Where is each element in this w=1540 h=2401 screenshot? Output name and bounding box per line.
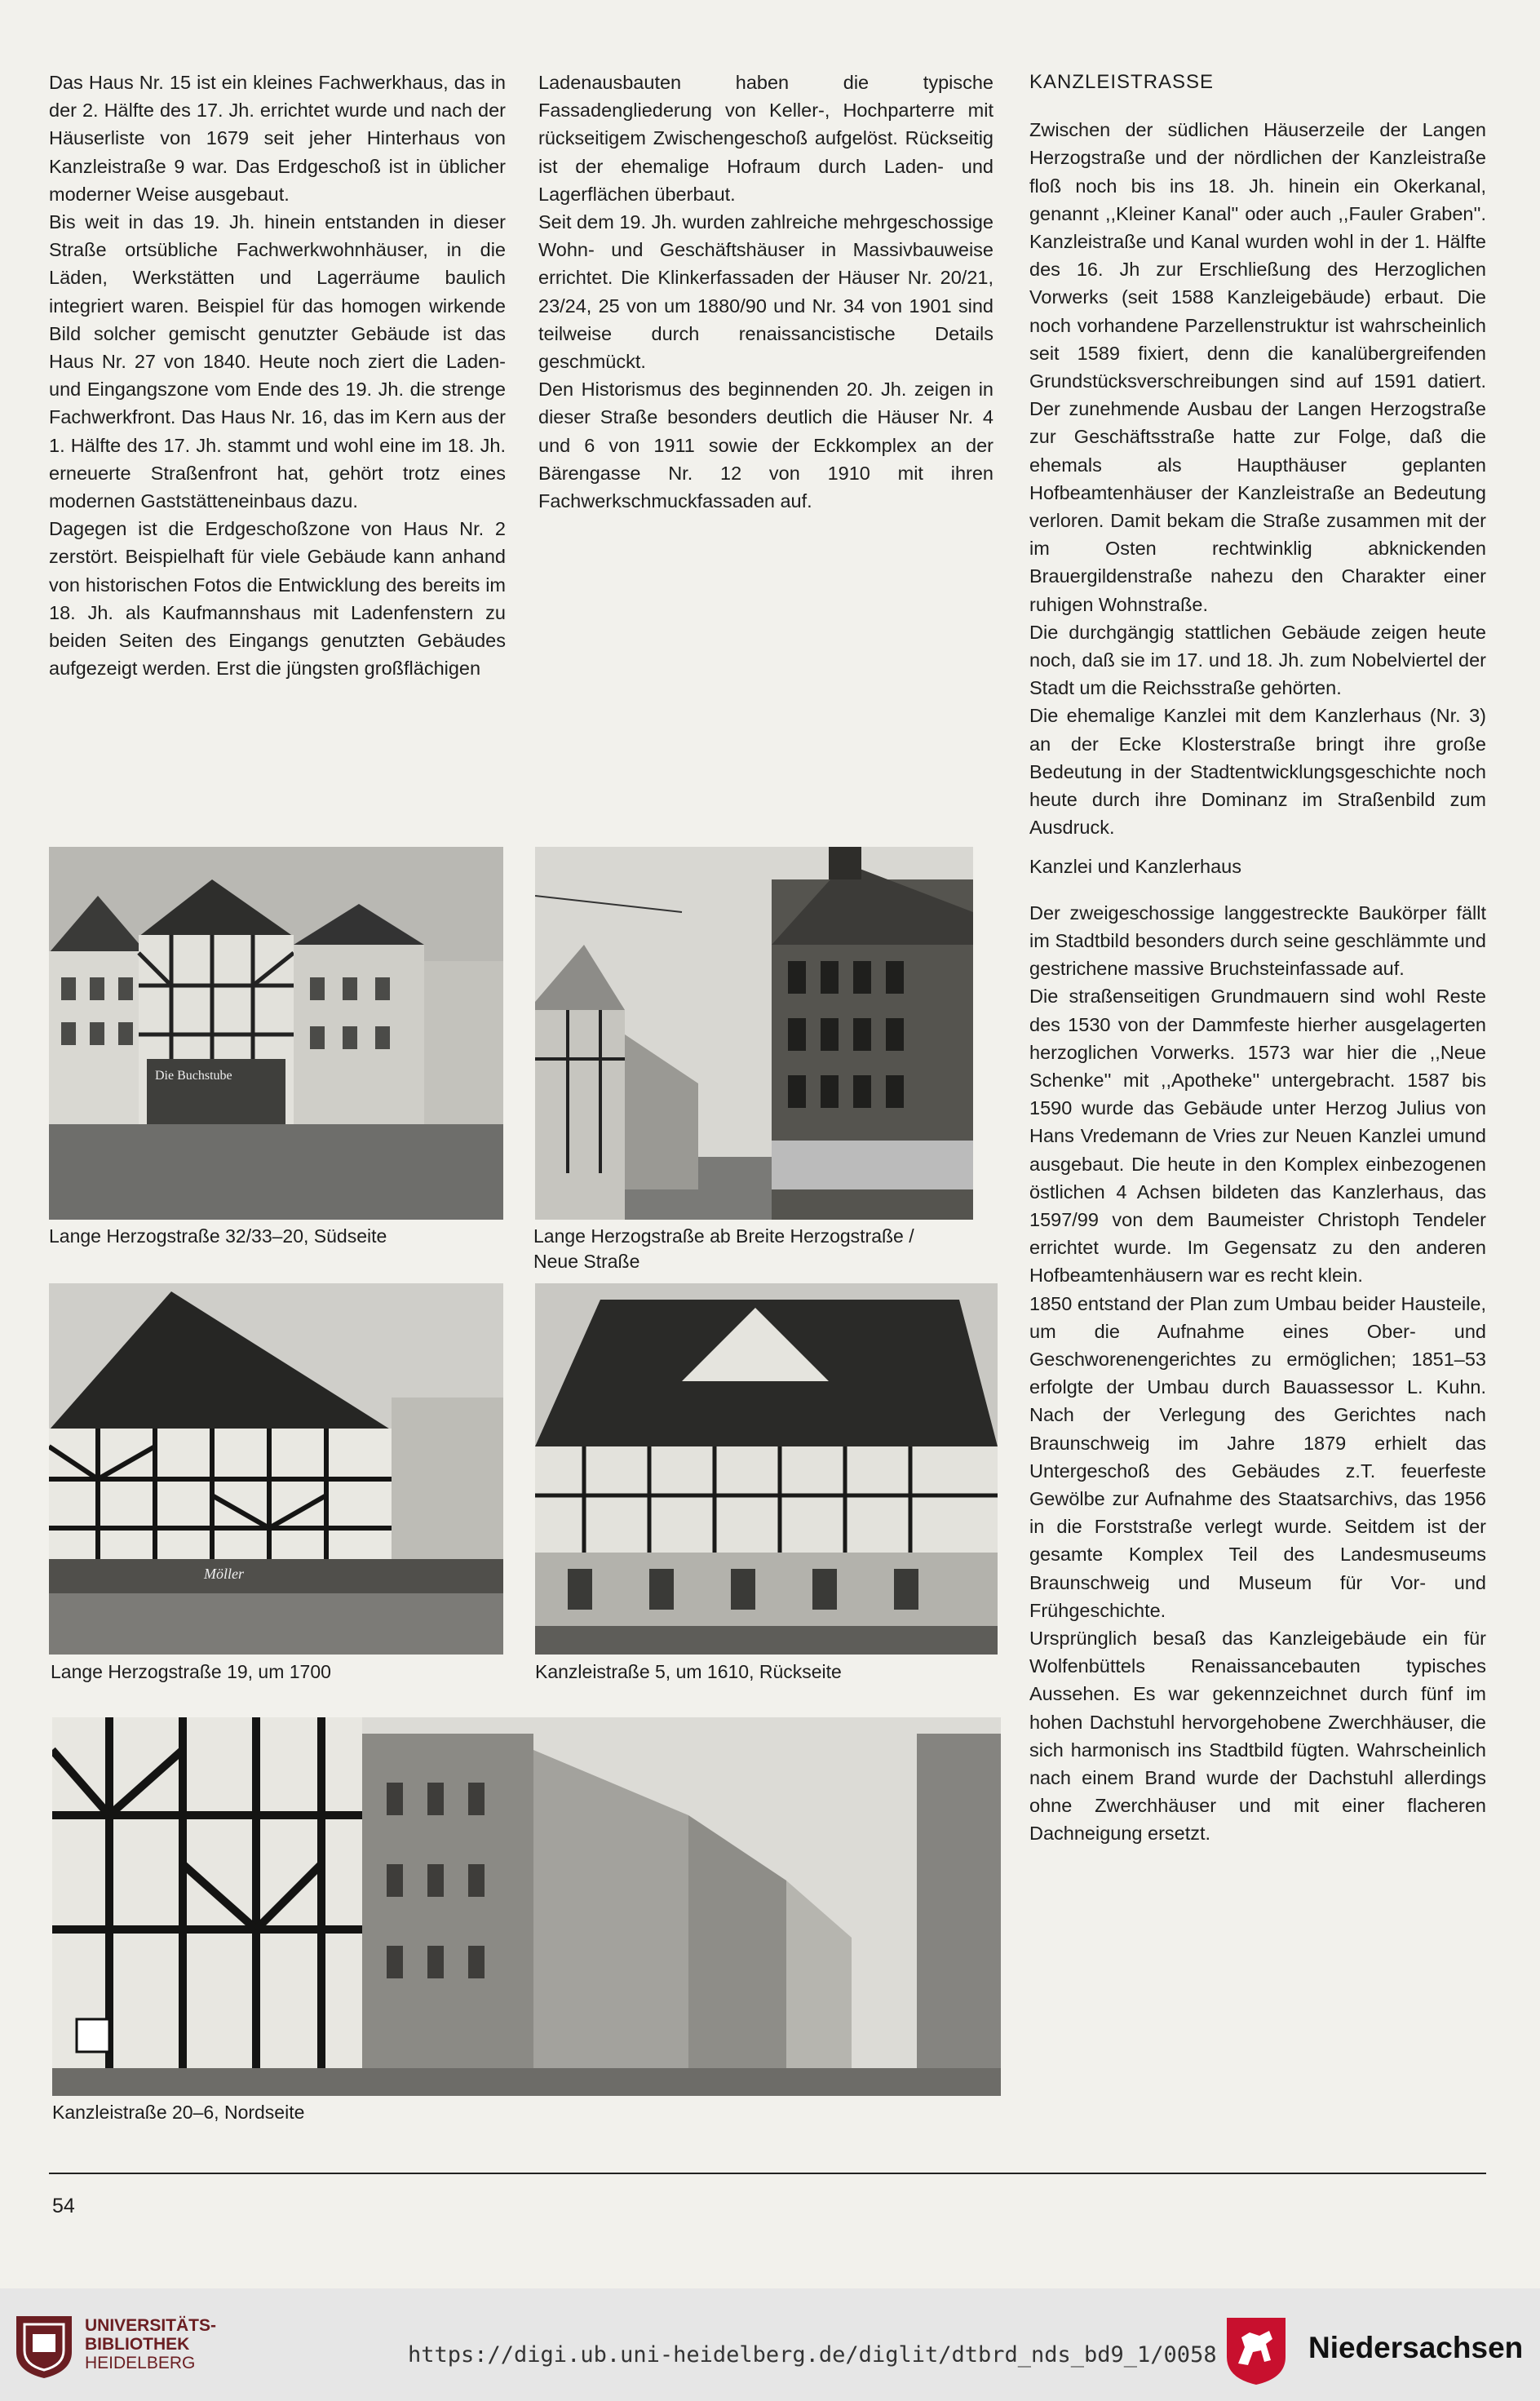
text-column-right [1029,69,1486,1848]
paragraph: Der zweigeschossige langgestreckte Baukörper fällt im Stadtbild besonders durch seine geschlämmte und gestrichene massive Bruchsteinfassade auf. [1029,901,1486,980]
paragraph: Das Haus Nr. 15 ist ein kleines Fachwerkhaus, das in der 2. Hälfte des 17. Jh. errichtet wurde und nach der Häuserliste von 1679 seit jeher Hinterhaus von Kanzleistraße 9 war. Das Erdgeschoß ist in üblicher moderner Weise ausgebaut. [49,72,506,205]
paragraph: Seit dem 19. Jh. wurden zahlreiche mehrgeschossige Wohn- und Geschäftshäuser in Massivbauweise errichtet. Die Klinkerfassaden der Häuser Nr. 20/21, 23/24, 25 von um 1880/90 und Nr. 34 von 1901 sind teilweise durch renaissancistische Details geschmückt. [538,211,993,373]
photo-lange-herzogstrasse-suedseite [49,847,503,1220]
section-heading: KANZLEISTRASSE [1029,71,1215,93]
subheading: Kanzlei und Kanzlerhaus [1029,856,1241,878]
photo-lange-herzogstrasse-19 [49,1283,503,1655]
uni-line: HEIDELBERG [85,2354,196,2372]
page-number: 54 [52,2195,75,2217]
shop-sign: Die Buchstube [155,1069,232,1083]
shop-sign: Möller [204,1566,244,1582]
paragraph: Ursprünglich besaß das Kanzleigebäude ein für Wolfenbüttels Renaissancebauten typisches Aussehen. Es war gekennzeichnet durch fünf im hohen Dachstuhl hervorgehobene Zwerchhäuser, die sich harmonisch ins Stadtbild fügten. Wahrscheinlich nach einem Brand wurde der Dachstuhl allerdings ohne Zwerchhäuser und mit einer flacheren Dachneigung ersetzt. [1029,1627,1486,1845]
photo-kanzleistrasse-nordseite [52,1717,1001,2096]
paragraph: Bis weit in das 19. Jh. hinein entstanden in dieser Straße ortsübliche Fachwerkwohnhäuser, in die Läden, Werkstätten und Lagerräume baulich integriert waren. Beispiel für das homogen wirkende Bild solcher gemischt genutzter Gebäude ist das Haus Nr. 27 von 1840. Heute noch ziert die Laden- und Eingangszone vom Ende des 19. Jh. die strenge Fachwerkfront. Das Haus Nr. 16, das im Kern aus der 1. Hälfte des 17. Jh. stammt und wohl eine im 18. Jh. erneuerte Straßenfront hat, gehört trotz eines modernen Gaststätteneinbaus dazu. [49,211,506,512]
state-name[interactable]: Niedersachsen [1308,2331,1524,2364]
lower-saxony-horse-icon [1224,2315,1289,2386]
uni-line: BIBLIOTHEK [85,2335,190,2354]
paragraph: Zwischen der südlichen Häuserzeile der Langen Herzogstraße und der nördlichen der Kanzleistraße floß noch bis ins 18. Jh. hinein ein Okerkanal, genannt ,,Kleiner Kanal'' oder auch ,,Fauler Graben''. Kanzleistraße und Kanal wurden wohl in der 1. Hälfte des 16. Jh zur Erschließung des Herzoglichen Vorwerks (seit 1588 Kanzleigebäude) erbaut. Die noch vorhandene Parzellenstruktur ist wahrscheinlich seit 1589 fixiert, denn die kanalübergreifenden Grundstücksverschreibungen sind auf 1591 datiert. Der zunehmende Ausbau der Langen Herzogstraße zur Geschäftsstraße hatte zur Folge, daß die ehemals als Haupthäuser geplanten Hofbeamtenhäuser der Kanzleistraße an Bedeutung verloren. Damit bekam die Straße zusammen mit der im Osten rechtwinklig abknickenden Brauergildenstraße nahezu den Charakter einer ruhigen Wohnstraße. [1029,119,1486,615]
university-name[interactable] [85,2316,216,2372]
caption-line: Neue Straße [533,1251,640,1272]
paragraph: 1850 entstand der Plan zum Umbau beider Hausteile, um die Aufnahme eines Ober- und Geschworenengerichtes zu ermöglichen; 1851–53 erfolgte der Umbau durch Bauassessor L. Kuhn. Nach der Verlegung des Gerichtes nach Braunschweig im Jahre 1879 erhielt das Untergeschoß des Gebäudes z.T. feuerfeste Gewölbe zur Aufnahme des Staatsarchivs, das 1956 in die Forststraße verlegt wurde. Seitdem ist der gesamte Komplex Teil des Landesmuseums Braunschweig und Museum für Vor- und Frühgeschichte. [1029,1292,1486,1621]
paragraph: Ladenausbauten haben die typische Fassadengliederung von Keller-, Hochparterre mit rückseitigem Zwischengeschoß aufgelöst. Rückseitig ist der ehemalige Hofraum durch Laden- und Lagerflächen überbaut. [538,72,993,205]
paragraph: Die durchgängig stattlichen Gebäude zeigen heute noch, daß sie im 17. und 18. Jh. zum Nobelviertel der Stadt um die Reichsstraße gehörten. [1029,621,1486,699]
photo-caption: Lange Herzogstraße 32/33–20, Südseite [49,1225,387,1247]
photo-caption: Kanzleistraße 5, um 1610, Rückseite [535,1661,842,1682]
photo-kanzleistrasse-5 [535,1283,998,1655]
photo-caption: Lange Herzogstraße 19, um 1700 [51,1661,331,1682]
footer-rule [49,2173,1486,2174]
photo-lange-herzogstrasse-neue-strasse [535,847,973,1220]
paragraph: Dagegen ist die Erdgeschoßzone von Haus Nr. 2 zerstört. Beispielhaft für viele Gebäude kann anhand von historischen Fotos die Entwicklung des bereits im 18. Jh. als Kaufmannshaus mit Ladenfenstern zu beiden Seiten des Eingangs genutzten Gebäudes aufgezeigt werden. Erst die jüngsten großflächigen [49,518,506,680]
paragraph: Die straßenseitigen Grundmauern sind wohl Reste des 1530 von der Dammfeste hierher ausgelagerten herzoglichen Vorwerks. 1573 war hier die ,,Neue Schenke'' mit ,,Apotheke'' untergebracht. 1587 bis 1590 wurde das Gebäude unter Herzog Julius von Hans Vredemann de Vries zur Neuen Kanzlei umund ausgebaut. Die heute in den Komplex einbezogenen östlichen 4 Achsen bildeten das Kanzlerhaus, das 1597/99 von dem Baumeister Christoph Tendeler errichtet wurde. Im Gegensatz zu den anderen Hofbeamtenhäusern war es recht klein. [1029,986,1486,1287]
university-seal-icon [13,2311,75,2380]
viewer-footer [0,2288,1540,2401]
caption-line: Lange Herzogstraße ab Breite Herzogstraße / [533,1225,914,1247]
text-column-middle [538,69,993,515]
paragraph: Den Historismus des beginnenden 20. Jh. zeigen in dieser Straße besonders deutlich die Häuser Nr. 4 und 6 von 1911 sowie der Eckkomplex an der Bärengasse Nr. 12 von 1910 mit ihren Fachwerkschmuckfassaden auf. [538,379,993,512]
paragraph: Die ehemalige Kanzlei mit dem Kanzlerhaus (Nr. 3) an der Ecke Klosterstraße bringt ihre große Bedeutung in der Stadtentwicklungsgeschichte noch heute durch ihre Dominanz im Straßenbild zum Ausdruck. [1029,705,1486,839]
photo-caption [533,1224,914,1274]
uni-line: UNIVERSITÄTS- [85,2316,217,2335]
permalink-url[interactable]: https://digi.ub.uni-heidelberg.de/diglit/dtbrd_nds_bd9_1/0058 [408,2342,1217,2368]
text-column-left [49,69,506,682]
photo-caption: Kanzleistraße 20–6, Nordseite [52,2102,305,2123]
